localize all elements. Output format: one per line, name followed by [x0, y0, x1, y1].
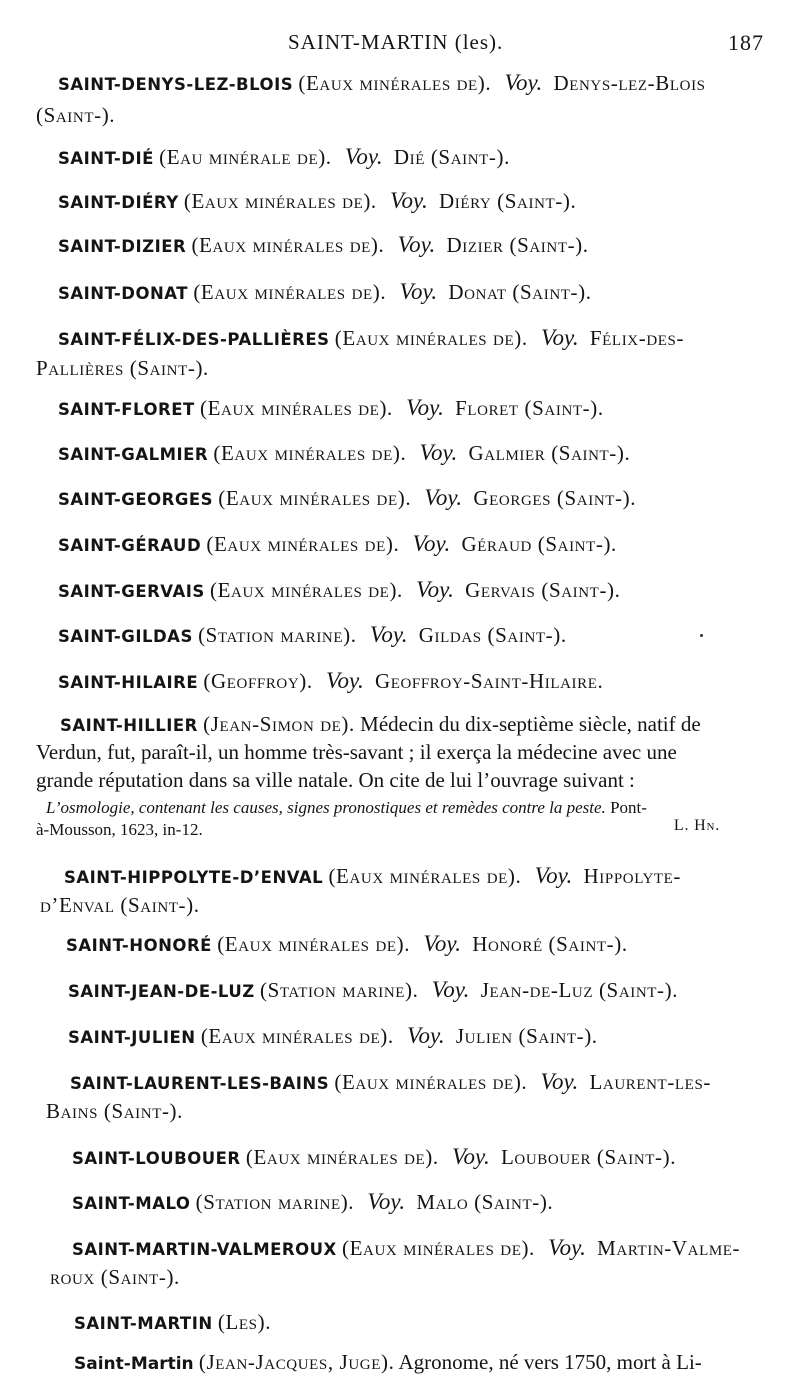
entry-saint-jean-de-luz: [68, 974, 784, 1008]
entry-headword: SAINT-GÉRAUD: [58, 536, 202, 555]
entry-description: (Les).: [217, 1310, 272, 1334]
entry-saint-dizier: [58, 229, 774, 263]
entry-description: (Eaux minérales de).: [200, 1024, 394, 1048]
entry-voy: Voy.: [540, 325, 579, 350]
entry-description: (Eaux minérales de).: [245, 1145, 439, 1169]
author-signature: L. Hn.: [673, 817, 720, 834]
entry-voy: Voy.: [369, 622, 408, 647]
entry-description: (Eaux minérales de).: [334, 1070, 528, 1094]
entry-saint-hilaire: [58, 665, 774, 699]
entry-saint-floret: [58, 392, 774, 426]
entry-headword: SAINT-FÉLIX-DES-PALLIÈRES: [58, 330, 330, 349]
entry-saint-diery: [58, 185, 774, 219]
entry-description: (Eaux minérales de).: [334, 326, 528, 350]
entry-continuation: [46, 1095, 786, 1127]
entry-headword: SAINT-MALO: [72, 1194, 191, 1213]
entry-body-line-3: grande réputation dans sa ville natale. On cite de lui l’ouvrage suivant :: [36, 768, 635, 792]
entry-headword: SAINT-DIÉRY: [58, 193, 179, 212]
entry-voy: Voy.: [397, 232, 436, 257]
section-headword: SAINT-MARTIN: [74, 1314, 213, 1333]
entry-headword: SAINT-GEORGES: [58, 490, 214, 509]
entry-description: (Eaux minérales de).: [218, 486, 412, 510]
entry-saint-gervais: [58, 574, 774, 608]
entry-description: (Eaux minérales de).: [200, 396, 393, 420]
entry-voy: Voy.: [344, 144, 383, 169]
entry-description: (Station marine).: [259, 978, 419, 1002]
entry-reference: Galmier (Saint-).: [468, 441, 631, 465]
entry-description: (Eaux minérales de).: [298, 71, 492, 95]
entry-saint-die: [58, 141, 774, 175]
entry-saint-martin-jean-jacques: [74, 1346, 774, 1380]
entry-reference: Malo (Saint-).: [416, 1190, 554, 1214]
entry-reference: Denys-lez-Blois: [553, 71, 706, 95]
entry-reference-continued: d’Enval (Saint-).: [40, 893, 200, 917]
entry-reference-continued: Bains (Saint-).: [46, 1099, 183, 1123]
entry-saint-georges: [58, 482, 774, 516]
entry-continuation: [36, 99, 776, 131]
entry-voy: Voy.: [534, 863, 573, 888]
entry-headword: SAINT-GILDAS: [58, 627, 193, 646]
entry-reference: Hippolyte-: [583, 864, 682, 888]
entry-description: (Eaux minérales de).: [217, 932, 411, 956]
entry-saint-martin-les: [74, 1306, 790, 1340]
entry-reference: Dizier (Saint-).: [446, 233, 589, 257]
entry-headword: SAINT-HILLIER: [60, 716, 198, 735]
entry-description: (Eaux minérales de).: [342, 1236, 535, 1260]
reference-imprint: à-Mousson, 1623, in-12.: [36, 820, 203, 839]
entry-description: (Eaux minérales de).: [328, 864, 522, 888]
entry-reference: Laurent-les-: [589, 1070, 711, 1094]
entry-reference: Julien (Saint-).: [455, 1024, 598, 1048]
entry-saint-felix-des-pallieres: [58, 322, 774, 356]
entry-saint-gildas: [58, 619, 774, 653]
entry-headword: SAINT-LOUBOUER: [72, 1149, 241, 1168]
entry-saint-julien: [68, 1020, 784, 1054]
entry-reference: Geoffroy-Saint-Hilaire.: [374, 669, 604, 693]
entry-reference: Honoré (Saint-).: [472, 932, 628, 956]
entry-description: (Eaux minérales de).: [206, 532, 400, 556]
header-title: SAINT-MARTIN (les).: [288, 30, 504, 54]
entry-voy: Voy.: [540, 1069, 579, 1094]
entry-voy: Voy.: [416, 577, 454, 602]
entry-continuation: [50, 1261, 790, 1293]
entry-voy: Voy.: [406, 395, 444, 420]
entry-saint-donat: [58, 276, 774, 310]
entry-voy: Voy.: [390, 188, 428, 213]
ink-speck: [700, 634, 703, 637]
entry-description: (Jean-Jacques, Juge).: [198, 1350, 395, 1374]
entry-saint-geraud: [58, 528, 774, 562]
entry-voy: Voy.: [504, 70, 543, 95]
entry-saint-denys-lez-blois: [58, 67, 774, 101]
entry-headword: SAINT-LAURENT-LES-BAINS: [70, 1074, 330, 1093]
entry-description: (Geoffroy).: [203, 669, 313, 693]
entry-body-line: Agronome, né vers 1750, mort à Li-: [398, 1350, 702, 1374]
entry-headword: SAINT-GERVAIS: [58, 582, 205, 601]
entry-voy: Voy.: [548, 1235, 586, 1260]
entry-reference: Donat (Saint-).: [448, 280, 592, 304]
entry-voy: Voy.: [452, 1144, 490, 1169]
entry-headword: SAINT-MARTIN-VALMEROUX: [72, 1240, 337, 1259]
entry-voy: Voy.: [419, 440, 458, 465]
reference-title: L’osmologie, contenant les causes, signes pronostiques et remèdes contre la peste.: [46, 798, 606, 817]
entry-reference-continued: (Saint-).: [36, 103, 116, 127]
entry-voy: Voy.: [423, 931, 462, 956]
page-number: 187: [728, 30, 764, 55]
entry-saint-hillier: [60, 710, 774, 740]
entry-description: (Eaux minérales de).: [191, 233, 385, 257]
entry-description: (Eaux minérales de).: [183, 189, 377, 213]
entry-reference: Loubouer (Saint-).: [500, 1145, 677, 1169]
entry-voy: Voy.: [406, 1023, 445, 1048]
entry-description: (Station marine).: [195, 1190, 355, 1214]
entry-headword: SAINT-GALMIER: [58, 445, 209, 464]
entry-headword: SAINT-DENYS-LEZ-BLOIS: [58, 75, 294, 94]
bibliographic-reference: [46, 797, 774, 819]
entry-reference: Floret (Saint-).: [455, 396, 604, 420]
entry-headword: SAINT-JULIEN: [68, 1028, 196, 1047]
entry-body-line-2: Verdun, fut, paraît-il, un homme très-savant ; il exerça la médecine avec une: [36, 740, 677, 764]
entry-headword: SAINT-DONAT: [58, 284, 189, 303]
entry-headword: Saint-Martin: [74, 1354, 194, 1374]
entry-voy: Voy.: [431, 977, 470, 1002]
entry-saint-honore: [66, 928, 782, 962]
entry-voy: Voy.: [399, 279, 438, 304]
entry-description: (Jean-Simon de).: [203, 712, 355, 736]
entry-headword: SAINT-FLORET: [58, 400, 195, 419]
entry-headword: SAINT-DIZIER: [58, 237, 187, 256]
entry-reference: Martin-Valme-: [597, 1236, 741, 1260]
entry-reference: Dié (Saint-).: [393, 145, 510, 169]
entry-headword: SAINT-HIPPOLYTE-D’ENVAL: [64, 868, 324, 887]
entry-voy: Voy.: [326, 668, 364, 693]
entry-description: (Eaux minérales de).: [193, 280, 387, 304]
entry-reference: Jean-de-Luz (Saint-).: [480, 978, 679, 1002]
entry-description: (Eaux minérales de).: [210, 578, 403, 602]
entry-voy: Voy.: [412, 531, 451, 556]
entry-continuation: [40, 889, 780, 921]
entry-body-line: Médecin du dix-septième siècle, natif de: [360, 712, 701, 736]
entry-description: (Eau minérale de).: [159, 145, 332, 169]
entry-description: (Station marine).: [198, 623, 357, 647]
entry-headword: SAINT-JEAN-DE-LUZ: [68, 982, 255, 1001]
entry-reference-continued: roux (Saint-).: [50, 1265, 180, 1289]
entry-description: (Eaux minérales de).: [213, 441, 407, 465]
reference-place: Pont-: [610, 798, 647, 817]
entry-voy: Voy.: [424, 485, 463, 510]
entry-reference: Félix-des-: [589, 326, 685, 350]
entry-headword: SAINT-HILAIRE: [58, 673, 199, 692]
entry-reference-continued: Pallières (Saint-).: [36, 356, 209, 380]
entry-reference: Diéry (Saint-).: [438, 189, 577, 213]
entry-reference: Gervais (Saint-).: [465, 578, 621, 602]
entry-saint-galmier: [58, 437, 774, 471]
entry-saint-loubouer: [72, 1141, 788, 1175]
entry-voy: Voy.: [367, 1189, 406, 1214]
bibliographic-reference-line-2: [36, 819, 764, 841]
entry-headword: SAINT-HONORÉ: [66, 936, 212, 955]
entry-saint-malo: [72, 1186, 788, 1220]
entry-continuation: [36, 352, 776, 384]
entry-reference: Gildas (Saint-).: [418, 623, 567, 647]
running-header: [34, 30, 768, 60]
entry-reference: Géraud (Saint-).: [461, 532, 617, 556]
entry-headword: SAINT-DIÉ: [58, 149, 154, 168]
entry-reference: Georges (Saint-).: [473, 486, 637, 510]
